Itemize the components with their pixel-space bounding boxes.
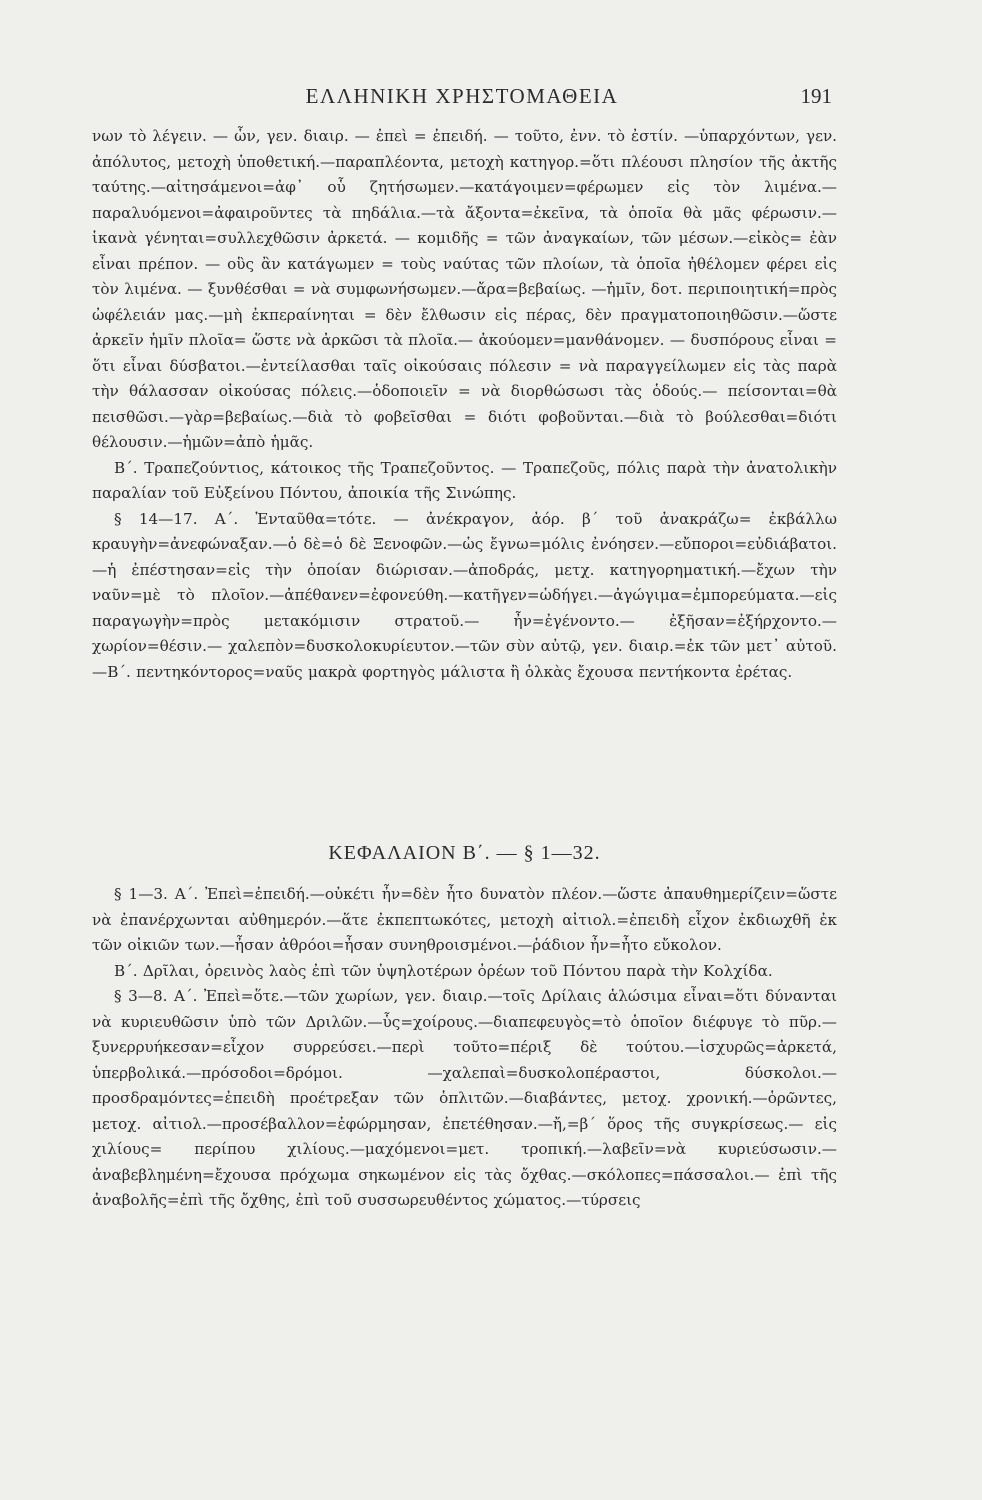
commentary-paragraph: § 1—3. Α΄. Ἐπεὶ=ἐπειδή.—οὐκέτι ἦν=δὲν ἦτο δυνατὸν πλέον.—ὥστε ἀπαυθημερίζειν=ὥστε νὰ ἐπανέρχωνται αὐθημερόν.—ἅτε ἐκπεπτωκότες, μετοχὴ αἰτιολ.=ἐπειδὴ εἶχον ἐκδιωχθῆ ἐκ τῶν οἰκιῶν των.—ἦσαν ἀθρόοι=ἦσαν συνηθροισμένοι.—ῥάδιον ἦν=ἦτο εὔκολον. [92,885,837,954]
commentary-paragraph: νων τὸ λέγειν. — ὧν, γεν. διαιρ. — ἐπεὶ = ἐπειδή. — τοῦτο, ἐνν. τὸ ἐστίν. —ὑπαρχόντων, γεν. ἀπόλυτος, μετοχὴ ὑποθετική.—παραπλέοντα, μετοχὴ κατηγορ.=ὅτι πλέουσι πλησίον τῆς ἀκτῆς ταύτης.—αἰτησάμενοι=ἀφ᾽ οὗ ζητήσωμεν.—κατάγοιμεν=φέρωμεν εἰς τὸν λιμένα.—παραλυόμενοι=ἀφαιροῦντες τὰ πηδάλια.—τὰ ἄξοντα=ἐκεῖνα, τὰ ὁποῖα θὰ μᾶς φέρωσιν.—ἱκανὰ γένηται=συλλεχθῶσιν ἀρκετά. — κομιδῆς = τῶν ἀναγκαίων, τῶν μέσων.—εἰκὸς= ἐὰν εἶναι πρέπον. — οὓς ἂν κατάγωμεν = τοὺς ναύτας τῶν πλοίων, τὰ ὁποῖα ἠθέλομεν φέρει εἰς τὸν λιμένα. — ξυνθέσθαι = νὰ συμφωνήσωμεν.—ἄρα=βεβαίως. —ἡμῖν, δοτ. περιποιητική=πρὸς ὠφέλειάν μας.—μὴ ἐκπεραίνηται = δὲν ἔλθωσιν εἰς πέρας, δὲν πραγματοποιηθῶσιν.—ὥστε ἀρκεῖν ἡμῖν πλοῖα= ὥστε νὰ ἀρκῶσι τὰ πλοῖα.— ἀκούομεν=μανθάνομεν. — δυσπόρους εἶναι = ὅτι εἶναι δύσβατοι.—ἐντείλασθαι ταῖς οἰκούσαις πόλεσιν = νὰ παραγγείλωμεν εἰς τὰς παρὰ τὴν θάλασσαν οἰκούσας πόλεις.—ὁδοποιεῖν = νὰ διορθώσωσι τὰς ὁδούς.— πείσονται=θὰ πεισθῶσι.—γὰρ=βεβαίως.—διὰ τὸ φοβεῖσθαι = διότι φοβοῦνται.—διὰ τὸ βούλεσθαι=διότι θέλουσιν.—ἡμῶν=ἀπὸ ἡμᾶς. [92,127,837,451]
commentary-paragraph: § 3—8. Α΄. Ἐπεὶ=ὅτε.—τῶν χωρίων, γεν. διαιρ.—τοῖς Δρίλαις ἁλώσιμα εἶναι=ὅτι δύνανται νὰ κυριευθῶσιν ὑπὸ τῶν Δριλῶν.—ὗς=χοίρους.—διαπεφευγὸς=τὸ ὁποῖον διέφυγε τὸ πῦρ.—ξυνερρυήκεσαν=εἶχον συρρεύσει.—περὶ τοῦτο=πέριξ δὲ τούτου.—ἰσχυρῶς=ἀρκετά, ὑπερβολικά.—πρόσοδοι=δρόμοι. —χαλεπαὶ=δυσκολοπέραστοι, δύσκολοι.—προσδραμόντες=ἐπειδὴ προέτρεξαν τῶν ὁπλιτῶν.—διαβάντες, μετοχ. χρονική.—ὁρῶντες, μετοχ. αἰτιολ.—προσέβαλλον=ἐφώρμησαν, ἐπετέθησαν.—ἤ,=β΄ ὅρος τῆς συγκρίσεως.— εἰς χιλίους= περίπου χιλίους.—μαχόμενοι=μετ. τροπική.—λαβεῖν=νὰ κυριεύσωσιν.—ἀναβεβλημένη=ἔχουσα πρόχωμα σηκωμένον εἰς τὰς ὄχθας.—σκόλοπες=πάσσαλοι.— ἐπὶ τῆς ἀναβολῆς=ἐπὶ τῆς ὄχθης, ἐπὶ τοῦ συσσωρευθέντος χώματος.—τύρσεις [92,987,837,1209]
commentary-paragraph: § 14—17. Α΄. Ἐνταῦθα=τότε. — ἀνέκραγον, ἀόρ. β΄ τοῦ ἀνακράζω= ἐκβάλλω κραυγὴν=ἀνεφώναξαν.—ὁ δὲ=ὁ δὲ Ξενοφῶν.—ὡς ἔγνω=μόλις ἐνόησεν.—εὔποροι=εὐδιάβατοι.—ἡ ἐπέστησαν=εἰς τὴν ὁποίαν διώρισαν.—ἀποδράς, μετχ. κατηγορηματική.—ἔχων τὴν ναῦν=μὲ τὸ πλοῖον.—ἀπέθανεν=ἐφονεύθη.—κατῆγεν=ὡδήγει.—ἀγώγιμα=ἐμπορεύματα.—εἰς παραγωγὴν=πρὸς μετακόμισιν στρατοῦ.— ἦν=ἐγένοντο.— ἐξῆσαν=ἐξήρχοντο.— χωρίον=θέσιν.— χαλεπὸν=δυσκολοκυρίευτον.—τῶν σὺν αὐτῷ, γεν. διαιρ.=ἐκ τῶν μετ᾽ αὐτοῦ. —Β΄. πεντηκόντορος=ναῦς μακρὰ φορτηγὸς μάλιστα ἢ ὁλκὰς ἔχουσα πεντήκοντα ἐρέτας. [92,509,837,681]
commentary-paragraph: Β΄. Δρῖλαι, ὀρεινὸς λαὸς ἐπὶ τῶν ὑψηλοτέρων ὀρέων τοῦ Πόντου παρὰ τὴν Κολχίδα. [114,961,773,980]
running-title: ΕΛΛΗΝΙΚΗ ΧΡΗΣΤΟΜΑΘΕΙΑ [305,84,619,108]
commentary-section-one [92,124,837,685]
commentary-paragraph: Β΄. Τραπεζούντιος, κάτοικος τῆς Τραπεζοῦντος. — Τραπεζοῦς, πόλις παρὰ τὴν ἀνατολικὴν παραλίαν τοῦ Εὐξείνου Πόντου, ἀποικία τῆς Σινώπης. [92,458,837,502]
commentary-section-two [92,882,837,1214]
page-number: 191 [800,84,832,108]
running-head [92,84,832,118]
chapter-heading: ΚΕΦΑΛΑΙΟΝ Β΄. — § 1—32. [328,842,601,864]
